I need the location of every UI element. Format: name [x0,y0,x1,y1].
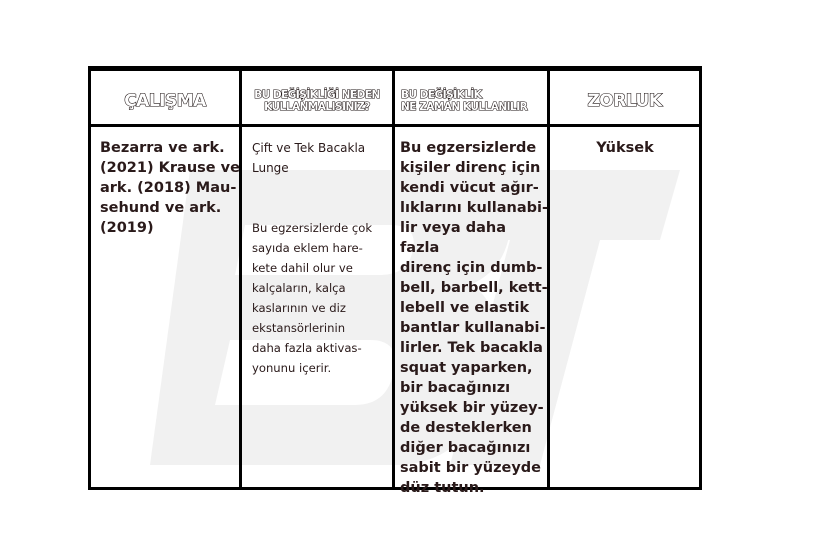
cell-why-body: Bu egzersizlerde çok sayıda eklem hare- kete dahil olur ve kalçaların, kalça kaslarının ve diz ekstansörlerinin daha fazla aktivas- yonunu içerir. [252,221,373,375]
table-top-border [88,66,702,71]
header-why: BU DEĞİŞİKLİĞİ NEDEN KULLANMALISINIZ? [254,89,380,113]
study-table [88,66,702,496]
table-bottom-border [88,487,702,490]
header-difficulty: ZORLUK [587,91,662,111]
table-border-right [699,66,702,490]
cell-study: Bezarra ve ark. (2021) Krause ve ark. (2018) Mau- sehund ve ark. (2019) [100,140,240,236]
cell-when: Bu egzersizlerde kişiler direnç için kendi vücut ağır- lıklarını kullanabi- lir veya daha fazla direnç için dumb- bell, barbell, kett- lebell ve elastik bantlar kullanabi- lirler. Tek bacakla squat yaparken, bir bacağınızı yüksek bir yüzey- de desteklerken diğer bacağınızı sabit bir yüzeyde düz tutun. [400,140,548,496]
cell-difficulty: Yüksek [596,140,654,156]
header-study: ÇALIŞMA [124,91,206,111]
header-when: BU DEĞİŞİKLİK NE ZAMAN KULLANILIR [401,89,528,113]
cell-why-title: Çift ve Tek Bacakla Lunge [252,141,366,175]
